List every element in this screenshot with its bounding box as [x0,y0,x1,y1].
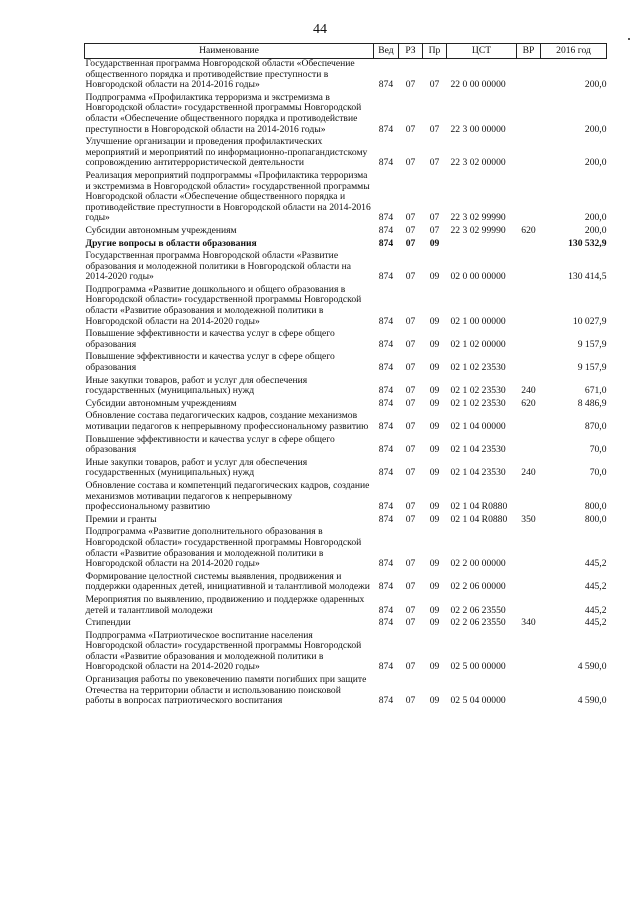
row-rz: 07 [405,604,416,616]
row-rz: 07 [405,661,416,673]
row-cst: 02 1 02 00000 [450,338,506,350]
row-pr: 09 [429,362,440,374]
row-pr: 09 [429,581,440,593]
row-ved: 874 [378,362,394,374]
row-cst: 02 2 06 23550 [450,617,506,629]
table-row [85,376,607,399]
table-row [85,411,607,434]
table-row [85,631,607,675]
row-ved: 874 [378,212,394,224]
row-rz: 07 [405,467,416,479]
row-pr: 09 [429,397,440,409]
row-ved: 874 [378,617,394,629]
row-vr [517,481,541,515]
row-cst: 02 1 02 23530 [450,385,506,397]
table-row [85,572,607,595]
row-cst: 02 1 02 23530 [450,362,506,374]
row-rz: 07 [405,362,416,374]
row-vr [517,352,541,375]
row-cst: 02 2 06 23550 [450,604,506,616]
row-pr: 09 [429,237,440,249]
row-name: Субсидии автономным учреждениям [85,224,237,236]
row-cst: 02 2 00 00000 [450,558,506,570]
row-amount: 200,0 [584,157,607,169]
row-cst: 22 3 00 00000 [450,123,506,135]
row-cst: 02 1 04 R0880 [450,501,508,513]
row-amount: 445,2 [584,604,607,616]
table-row [85,59,607,93]
row-ved: 874 [378,467,394,479]
header-rz: РЗ [399,44,423,59]
table-row [85,329,607,352]
row-cst: 22 3 02 99990 [450,224,506,236]
table-row [85,435,607,458]
row-name: Повышение эффективности и качества услуг в сфере общего образования [85,328,335,350]
row-pr: 07 [429,224,440,236]
table-row [85,251,607,285]
row-vr: 620 [521,397,536,409]
row-pr: 09 [429,661,440,673]
row-ved: 874 [378,385,394,397]
table-row [85,352,607,375]
row-amount: 4 590,0 [577,661,607,673]
row-cst: 02 1 02 23530 [450,397,506,409]
row-pr: 09 [429,695,440,707]
row-rz: 07 [405,212,416,224]
table-row [85,171,607,226]
row-vr: 620 [521,224,536,236]
row-rz: 07 [405,315,416,327]
row-pr: 09 [429,315,440,327]
header-name: Наименование [85,44,374,59]
page-number: 44 [313,22,327,37]
row-cst: 02 1 04 23530 [450,467,506,479]
table-row [85,137,607,171]
row-name: Обновление состава и компетенций педагогических кадров, создание механизмов мотивации педагогов к непрерывному профессиональному развитию [85,479,370,513]
scan-speck [628,38,630,40]
row-pr: 09 [429,558,440,570]
table-row [85,675,607,709]
row-vr: 240 [521,385,536,397]
row-ved: 874 [378,581,394,593]
row-amount: 200,0 [584,79,607,91]
row-name: Реализация мероприятий подпрограммы «Профилактика терроризма и экстремизма в Новгородской области» государственной программы Новгородской области «Обеспечение общественного порядка и противодействие преступности в Новгородской области на 2014-2016 годы» [85,169,371,224]
row-name: Государственная программа Новгородской области «Обеспечение общественного порядка и противодействие преступности в Новгородской области на 2014-2016 годы» [85,58,355,91]
row-pr: 07 [429,157,440,169]
row-ved: 874 [378,79,394,91]
row-vr: 240 [521,467,536,479]
row-ved: 874 [378,157,394,169]
table-row [85,595,607,618]
row-name: Формирование целостной системы выявления, продвижения и поддержки одаренных детей, инициативной и талантливой молодежи [85,570,370,593]
row-pr: 09 [429,604,440,616]
table-row [85,527,607,571]
row-amount: 70,0 [589,467,607,479]
row-vr [517,675,541,709]
row-ved: 874 [378,501,394,513]
table-row [85,285,607,329]
row-ved: 874 [378,271,394,283]
header-cst: ЦСТ [447,44,517,59]
row-cst: 02 1 04 23530 [450,444,506,456]
row-ved: 874 [378,237,394,249]
row-amount: 70,0 [589,444,607,456]
row-vr [517,595,541,618]
row-name: Премии и гранты [85,513,157,525]
row-amount: 671,0 [584,385,607,397]
row-name: Мероприятия по выявлению, продвижению и поддержке одаренных детей и талантливой молодежи [85,593,365,616]
row-vr [517,285,541,329]
row-pr: 07 [429,79,440,91]
row-pr: 09 [429,467,440,479]
row-name: Подпрограмма «Развитие дополнительного образования в Новгородской области» государственной программы Новгородской области «Развитие образования и молодежной политики в Новгородской области на 2014-2020 годы» [85,526,362,570]
row-name: Повышение эффективности и качества услуг в сфере общего образования [85,433,335,456]
row-rz: 07 [405,237,416,249]
row-amount: 200,0 [584,212,607,224]
row-name: Организация работы по увековечению памяти погибших при защите Отечества на территории области и использованию поисковой работы в вопросах патриотического воспитания [85,674,367,707]
row-ved: 874 [378,224,394,236]
row-cst: 02 1 04 R0880 [450,513,508,525]
row-rz: 07 [405,695,416,707]
row-name: Подпрограмма «Патриотическое воспитание населения Новгородской области» государственной программы Новгородской области «Развитие образования и молодежной политики в Новгородской области на 2014-2020 годы» [85,629,362,673]
row-rz: 07 [405,338,416,350]
table-row [85,93,607,137]
row-amount: 445,2 [584,581,607,593]
row-name: Подпрограмма «Профилактика терроризма и экстремизма в Новгородской области» государственной программы Новгородской области «Обеспечение общественного порядка и противодействие преступности в Новгородской области на 2014-2016 годы» [85,91,362,135]
row-ved: 874 [378,661,394,673]
row-ved: 874 [378,604,394,616]
table-header [85,44,607,59]
row-amount: 870,0 [584,421,607,432]
row-cst: 22 0 00 00000 [450,79,506,91]
row-cst: 02 2 06 00000 [450,581,506,593]
row-ved: 874 [378,558,394,570]
row-amount: 130 414,5 [568,271,607,283]
row-vr [517,239,541,252]
row-amount: 200,0 [584,224,607,236]
row-rz: 07 [405,513,416,525]
row-vr [517,572,541,595]
row-rz: 07 [405,385,416,397]
row-vr [517,171,541,226]
row-ved: 874 [378,444,394,456]
row-pr: 09 [429,617,440,629]
row-rz: 07 [405,224,416,236]
row-cst: 22 3 02 00000 [450,157,506,169]
row-name: Подпрограмма «Развитие дошкольного и общего образования в Новгородской области» государственной программы Новгородской области «Развитие образования и молодежной политики в Новгородской области на 2014-2020 годы» [85,283,362,327]
row-cst: 02 0 00 00000 [450,271,506,283]
header-pr: Пр [423,44,447,59]
row-pr: 09 [429,338,440,350]
row-vr [517,59,541,93]
table-body [85,59,607,709]
row-vr: 350 [521,513,536,525]
row-amount: 9 157,9 [577,362,607,374]
row-amount: 445,2 [584,617,607,629]
row-name: Улучшение организации и проведения профилактических мероприятий и мероприятий по информационно-пропагандистскому сопровождению антитеррористической деятельности [85,136,368,169]
row-ved: 874 [378,421,394,432]
row-ved: 874 [378,315,394,327]
row-name: Обновление состава педагогических кадров, создание механизмов мотивации педагогов к непрерывному профессиональному развитию [85,410,369,432]
header-year: 2016 год [541,44,607,59]
row-ved: 874 [378,338,394,350]
table-row [85,481,607,515]
row-amount: 130 532,9 [568,237,607,249]
row-cst: 02 1 04 00000 [450,421,506,432]
row-ved: 874 [378,397,394,409]
table-row [85,226,607,239]
row-rz: 07 [405,79,416,91]
row-name: Другие вопросы в области образования [85,237,257,249]
row-vr [517,93,541,137]
header-ved: Вед [374,44,399,59]
row-rz: 07 [405,581,416,593]
row-rz: 07 [405,271,416,283]
row-name: Иные закупки товаров, работ и услуг для обеспечения государственных (муниципальных) нужд [85,456,308,479]
row-amount: 445,2 [584,558,607,570]
row-pr: 09 [429,444,440,456]
row-ved: 874 [378,695,394,707]
row-pr: 09 [429,513,440,525]
row-cst: 02 5 04 00000 [450,695,506,707]
row-amount: 8 486,9 [577,397,607,409]
row-name: Стипендии [85,617,131,629]
row-rz: 07 [405,444,416,456]
row-pr: 09 [429,385,440,397]
row-vr [517,251,541,285]
row-cst: 02 1 00 00000 [450,315,506,327]
row-amount: 200,0 [584,123,607,135]
row-cst: 02 5 00 00000 [450,661,506,673]
row-cst [447,239,517,252]
row-rz: 07 [405,157,416,169]
row-cst: 22 3 02 99990 [450,212,506,224]
row-ved: 874 [378,513,394,525]
row-pr: 07 [429,123,440,135]
row-vr [517,137,541,171]
row-ved: 874 [378,123,394,135]
row-vr [517,411,541,434]
row-rz: 07 [405,558,416,570]
table-row [85,458,607,481]
row-pr: 09 [429,271,440,283]
row-amount: 9 157,9 [577,338,607,350]
row-name: Субсидии автономным учреждениям [85,397,237,409]
budget-table [84,43,607,709]
table-row [85,618,607,631]
row-amount: 800,0 [584,501,607,513]
row-rz: 07 [405,397,416,409]
row-vr [517,527,541,571]
row-rz: 07 [405,123,416,135]
row-pr: 09 [429,421,440,432]
row-name: Повышение эффективности и качества услуг в сфере общего образования [85,351,335,374]
row-amount: 800,0 [584,513,607,525]
row-vr [517,631,541,675]
row-amount: 10 027,9 [572,315,607,327]
header-vr: ВР [517,44,541,59]
row-vr: 340 [521,617,536,629]
row-vr [517,435,541,458]
row-rz: 07 [405,421,416,432]
row-name: Государственная программа Новгородской области «Развитие образования и молодежной политики в Новгородской области на 2014-2020 годы» [85,250,352,283]
row-rz: 07 [405,617,416,629]
row-vr [517,329,541,352]
row-rz: 07 [405,501,416,513]
row-name: Иные закупки товаров, работ и услуг для обеспечения государственных (муниципальных) нужд [85,374,308,397]
row-pr: 07 [429,212,440,224]
row-amount: 4 590,0 [577,695,607,707]
row-pr: 09 [429,501,440,513]
